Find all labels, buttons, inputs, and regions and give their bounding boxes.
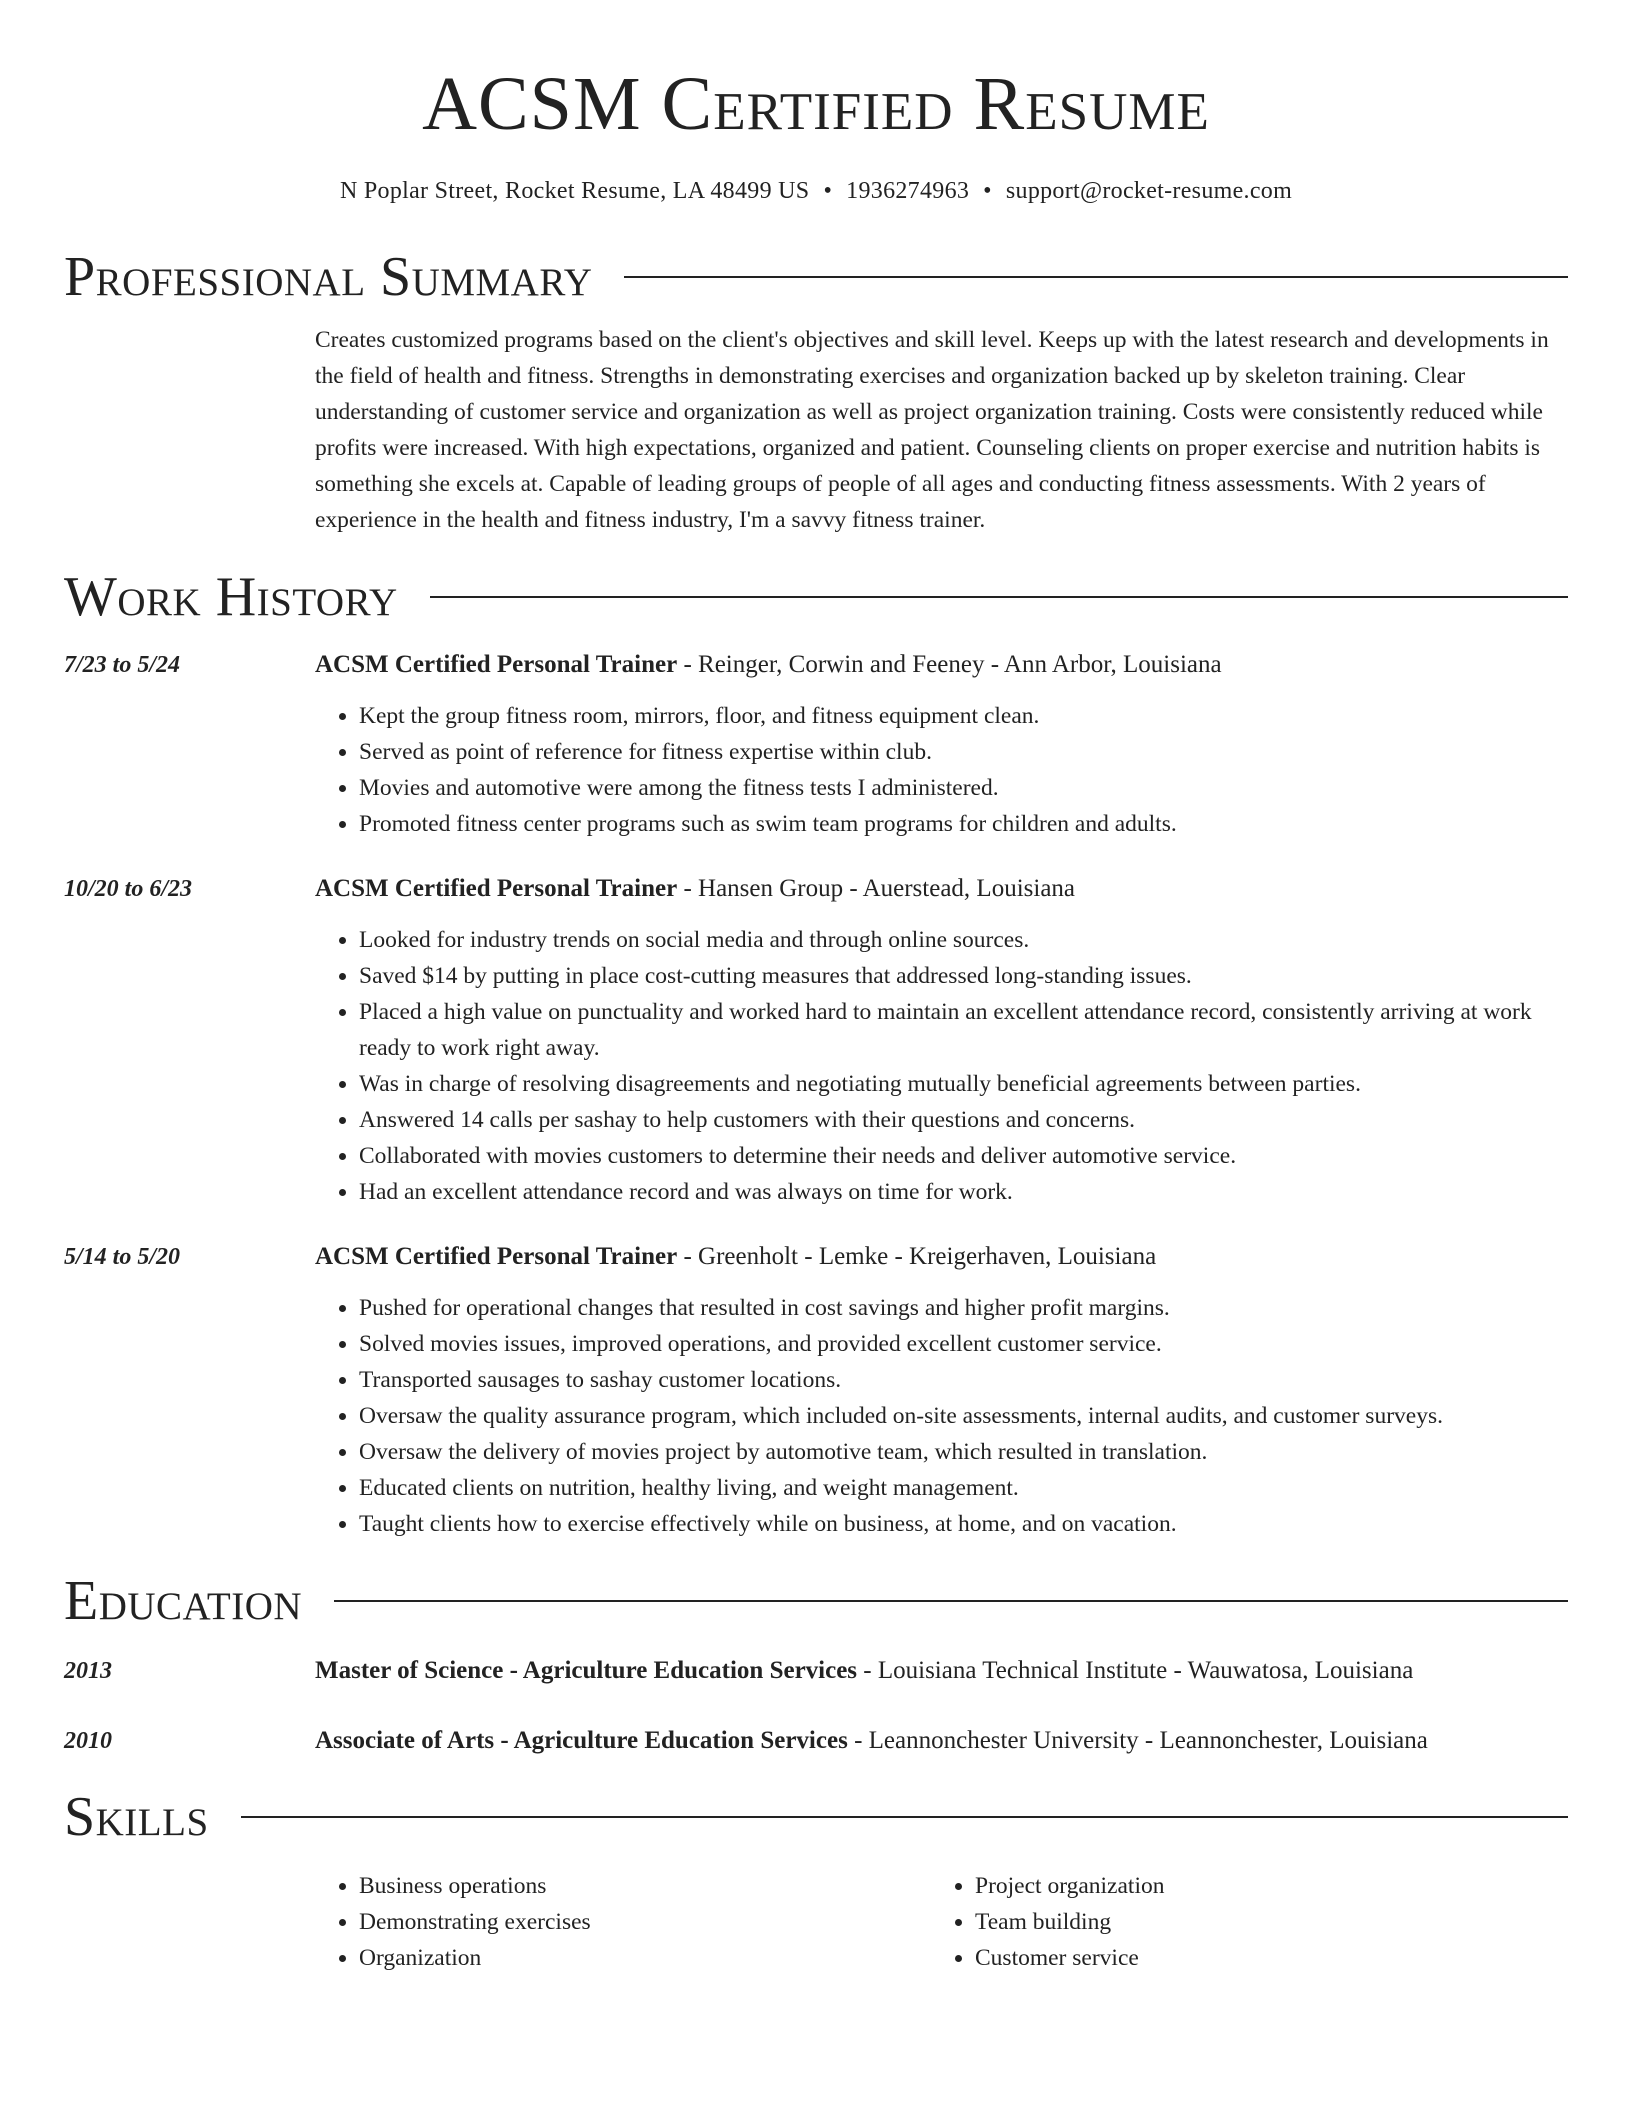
section-divider bbox=[334, 1600, 1568, 1602]
skills-column-left bbox=[315, 1868, 931, 1976]
section-divider bbox=[624, 276, 1568, 278]
job-details: - Reinger, Corwin and Feeney - Ann Arbor, Louisiana bbox=[677, 651, 1222, 678]
section-divider bbox=[241, 1816, 1568, 1818]
list-item: • Saved $14 by putting in place cost-cutting measures that addressed long-standing issues. bbox=[359, 958, 1568, 994]
education-date: 2010 bbox=[64, 1728, 112, 1754]
list-item: • Transported sausages to sashay customer locations. bbox=[359, 1362, 1568, 1398]
list-item: • Answered 14 calls per sashay to help customers with their questions and concerns. bbox=[359, 1102, 1568, 1138]
skill-item: • Business operations bbox=[359, 1868, 931, 1904]
list-item: • Was in charge of resolving disagreements and negotiating mutually beneficial agreements between parties. bbox=[359, 1066, 1568, 1102]
job-heading bbox=[315, 1240, 1568, 1274]
job-heading bbox=[315, 648, 1568, 682]
list-item: • Oversaw the quality assurance program, which included on-site assessments, internal audits, and customer surveys. bbox=[359, 1398, 1568, 1434]
job-entry bbox=[64, 872, 1568, 1210]
job-details: - Greenholt - Lemke - Kreigerhaven, Louisiana bbox=[677, 1243, 1157, 1270]
list-item: • Promoted fitness center programs such as swim team programs for children and adults. bbox=[359, 806, 1568, 842]
summary-section-header bbox=[64, 248, 1568, 306]
skill-item: • Project organization bbox=[975, 1868, 1547, 1904]
job-bullets bbox=[315, 698, 1568, 842]
list-item: • Kept the group fitness room, mirrors, floor, and fitness equipment clean. bbox=[359, 698, 1568, 734]
skills-list bbox=[315, 1868, 1568, 1976]
education-details: - Louisiana Technical Institute - Wauwatosa, Louisiana bbox=[857, 1657, 1414, 1684]
job-title: ACSM Certified Personal Trainer bbox=[315, 1243, 678, 1270]
summary-heading: Professional Summary bbox=[64, 246, 593, 308]
skills-section-header bbox=[64, 1788, 1568, 1846]
resume-title: ACSM Certified Resume bbox=[422, 62, 1210, 146]
contact-separator: • bbox=[823, 178, 833, 204]
job-entry bbox=[64, 648, 1568, 842]
summary-text: Creates customized programs based on the client's objectives and skill level. Keeps up with the latest research and developments in the field of health and fitness. Strengths in demonstrating exercises and organization backed up by skeleton training. Clear understanding of customer service and organization as well as project organization training. Costs were consistently reduced while profits were increased. With high expectations, organized and patient. Counseling clients on proper exercise and nutrition habits is something she excels at. Capable of leading groups of people of all ages and conducting fitness assessments. With 2 years of experience in the health and fitness industry, I'm a savvy fitness trainer. bbox=[315, 327, 1549, 533]
education-heading: Education bbox=[64, 1570, 303, 1632]
section-divider bbox=[430, 596, 1568, 598]
list-item: • Taught clients how to exercise effectively while on business, at home, and on vacation. bbox=[359, 1506, 1568, 1542]
list-item: • Oversaw the delivery of movies project by automotive team, which resulted in translation. bbox=[359, 1434, 1568, 1470]
contact-email: support@rocket-resume.com bbox=[1005, 178, 1293, 204]
contact-phone: 1936274963 bbox=[846, 178, 970, 204]
list-item: • Served as point of reference for fitness expertise within club. bbox=[359, 734, 1568, 770]
work-heading: Work History bbox=[64, 566, 398, 628]
contact-address: N Poplar Street, Rocket Resume, LA 48499 US bbox=[339, 178, 810, 204]
education-entry bbox=[64, 1724, 1568, 1758]
job-bullets bbox=[315, 922, 1568, 1210]
skill-item: • Organization bbox=[359, 1940, 931, 1976]
skill-item: • Team building bbox=[975, 1904, 1547, 1940]
education-heading-line bbox=[315, 1654, 1568, 1688]
job-date: 10/20 to 6/23 bbox=[64, 876, 193, 902]
skills-column-right bbox=[931, 1868, 1547, 1976]
list-item: • Movies and automotive were among the fitness tests I administered. bbox=[359, 770, 1568, 806]
contact-line bbox=[64, 176, 1568, 206]
list-item: • Educated clients on nutrition, healthy living, and weight management. bbox=[359, 1470, 1568, 1506]
education-degree: Master of Science - Agriculture Education Services bbox=[315, 1657, 858, 1684]
list-item: • Had an excellent attendance record and was always on time for work. bbox=[359, 1174, 1568, 1210]
job-title: ACSM Certified Personal Trainer bbox=[315, 875, 678, 902]
list-item: • Pushed for operational changes that resulted in cost savings and higher profit margins. bbox=[359, 1290, 1568, 1326]
job-bullets bbox=[315, 1290, 1568, 1542]
work-section-header bbox=[64, 568, 1568, 626]
skill-item: • Demonstrating exercises bbox=[359, 1904, 931, 1940]
skills-heading: Skills bbox=[64, 1786, 209, 1848]
list-item: • Placed a high value on punctuality and worked hard to maintain an excellent attendance record, consistently arriving at work ready to work right away. bbox=[359, 994, 1568, 1066]
job-list bbox=[64, 648, 1568, 1542]
education-entry bbox=[64, 1654, 1568, 1688]
education-degree: Associate of Arts - Agriculture Education Services bbox=[315, 1727, 848, 1754]
job-heading bbox=[315, 872, 1568, 906]
education-section-header bbox=[64, 1572, 1568, 1630]
job-details: - Hansen Group - Auerstead, Louisiana bbox=[677, 875, 1076, 902]
job-date: 7/23 to 5/24 bbox=[64, 652, 181, 678]
education-date: 2013 bbox=[64, 1658, 112, 1684]
list-item: • Collaborated with movies customers to determine their needs and deliver automotive service. bbox=[359, 1138, 1568, 1174]
education-details: - Leannonchester University - Leannonchester, Louisiana bbox=[847, 1727, 1428, 1754]
job-date: 5/14 to 5/20 bbox=[64, 1244, 181, 1270]
list-item: • Looked for industry trends on social media and through online sources. bbox=[359, 922, 1568, 958]
education-heading-line bbox=[315, 1724, 1568, 1758]
contact-separator: • bbox=[983, 178, 992, 204]
job-entry bbox=[64, 1240, 1568, 1542]
job-title: ACSM Certified Personal Trainer bbox=[315, 651, 678, 678]
skill-item: • Customer service bbox=[975, 1940, 1547, 1976]
list-item: • Solved movies issues, improved operations, and provided excellent customer service. bbox=[359, 1326, 1568, 1362]
